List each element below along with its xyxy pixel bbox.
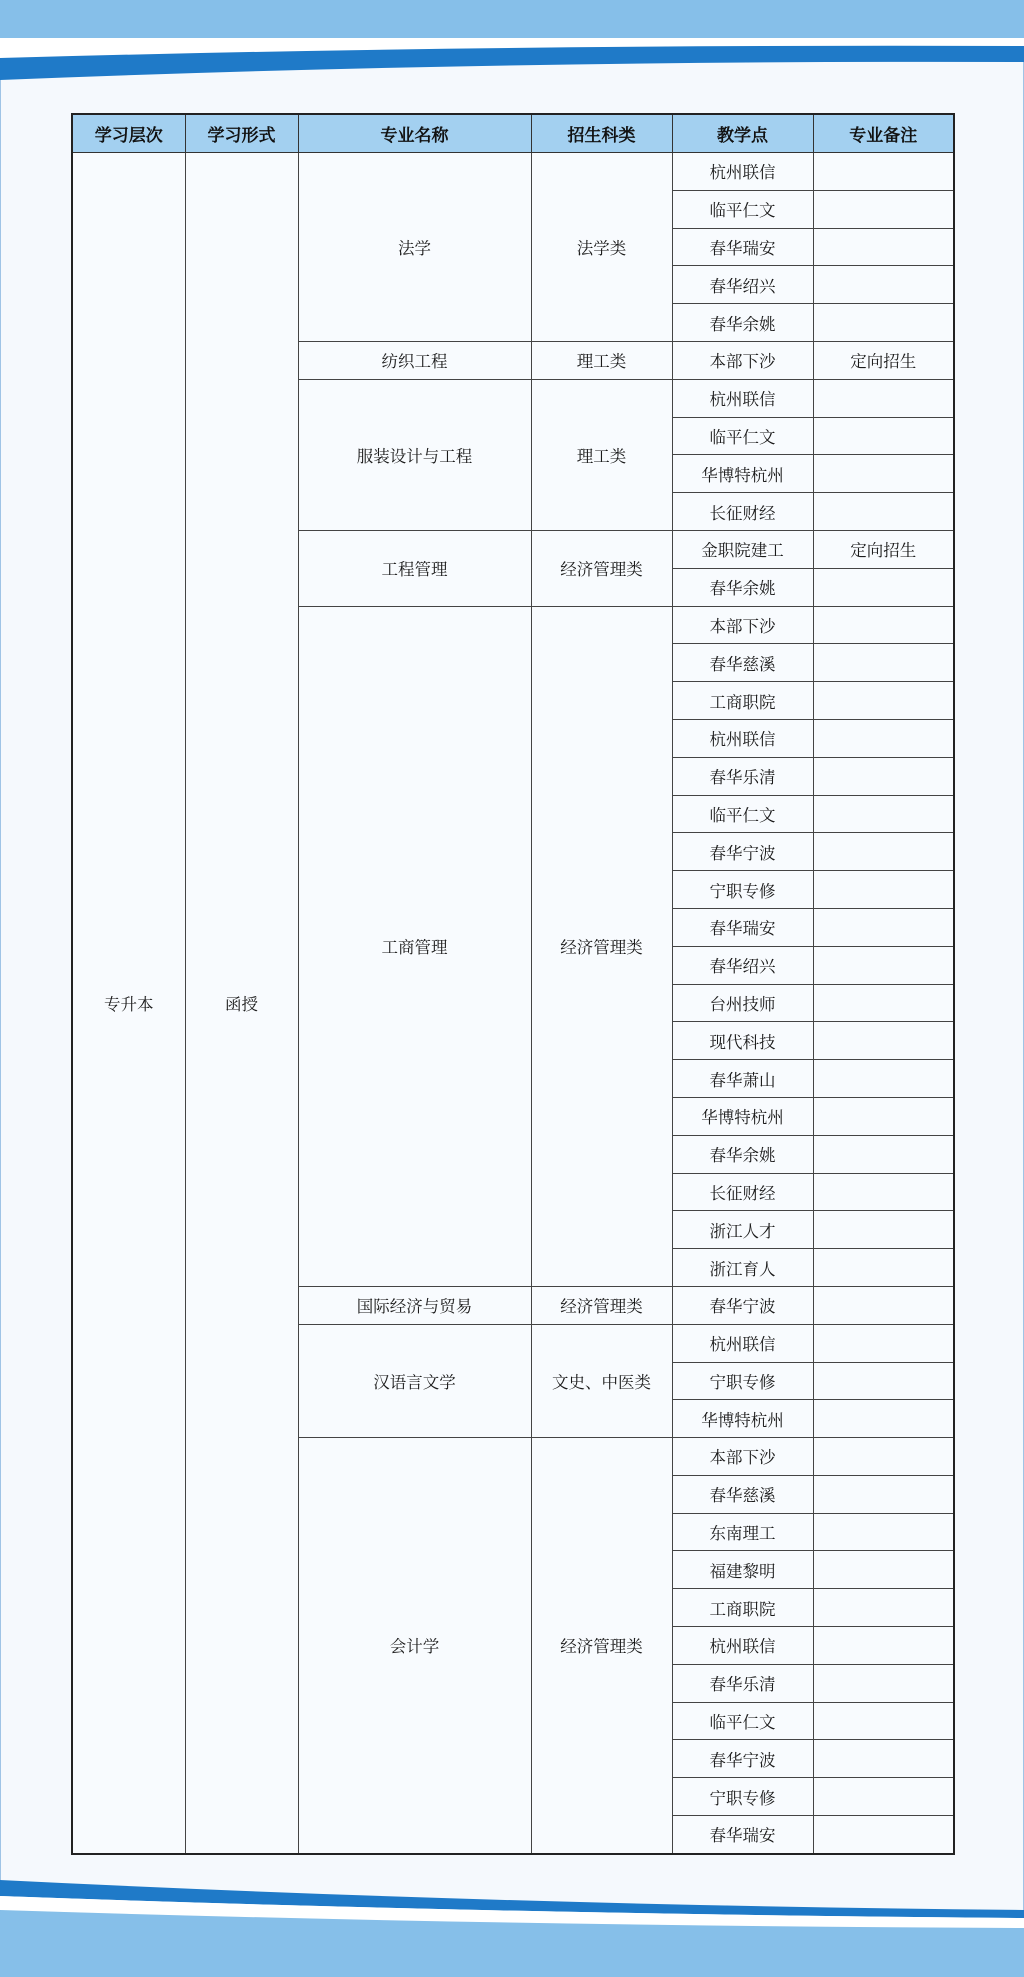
note-cell: [813, 1778, 954, 1816]
note-cell: [813, 1249, 954, 1287]
bottom-wave-decoration: [0, 1880, 1024, 1977]
site-cell: 春华慈溪: [672, 644, 813, 682]
note-cell: [813, 1664, 954, 1702]
table-row: [72, 153, 954, 191]
site-cell: 杭州联信: [672, 719, 813, 757]
top-wave-decoration: [0, 0, 1024, 90]
note-cell: [813, 1362, 954, 1400]
major-cell: 服装设计与工程: [298, 379, 531, 530]
note-cell: [813, 908, 954, 946]
site-cell: 浙江育人: [672, 1249, 813, 1287]
note-cell: [813, 266, 954, 304]
note-cell: [813, 1513, 954, 1551]
table-body: [72, 153, 954, 1854]
note-cell: [813, 795, 954, 833]
site-cell: 杭州联信: [672, 153, 813, 191]
note-cell: [813, 379, 954, 417]
note-cell: [813, 1022, 954, 1060]
site-cell: 华博特杭州: [672, 1400, 813, 1438]
site-cell: 春华绍兴: [672, 266, 813, 304]
site-cell: 长征财经: [672, 493, 813, 531]
note-cell: [813, 1211, 954, 1249]
site-cell: 杭州联信: [672, 1324, 813, 1362]
site-cell: 福建黎明: [672, 1551, 813, 1589]
site-cell: 春华萧山: [672, 1060, 813, 1098]
site-cell: 杭州联信: [672, 1627, 813, 1665]
note-cell: [813, 304, 954, 342]
major-cell: 会计学: [298, 1438, 531, 1854]
major-cell: 国际经济与贸易: [298, 1286, 531, 1324]
site-cell: 金职院建工: [672, 530, 813, 568]
note-cell: [813, 455, 954, 493]
site-cell: 工商职院: [672, 1589, 813, 1627]
note-cell: [813, 1400, 954, 1438]
note-cell: [813, 1097, 954, 1135]
note-cell: [813, 1627, 954, 1665]
site-cell: 宁职专修: [672, 1778, 813, 1816]
site-cell: 临平仁文: [672, 190, 813, 228]
site-cell: 长征财经: [672, 1173, 813, 1211]
level-cell: 专升本: [72, 153, 185, 1854]
note-cell: [813, 719, 954, 757]
site-cell: 春华绍兴: [672, 946, 813, 984]
enrollment-table-wrapper: [71, 113, 955, 1855]
category-cell: 理工类: [531, 341, 672, 379]
site-cell: 杭州联信: [672, 379, 813, 417]
site-cell: 现代科技: [672, 1022, 813, 1060]
site-cell: 春华余姚: [672, 304, 813, 342]
site-cell: 春华余姚: [672, 568, 813, 606]
note-cell: [813, 1589, 954, 1627]
note-cell: [813, 1702, 954, 1740]
header-form: 学习形式: [185, 114, 298, 153]
site-cell: 宁职专修: [672, 1362, 813, 1400]
major-cell: 工商管理: [298, 606, 531, 1286]
note-cell: [813, 1438, 954, 1476]
site-cell: 东南理工: [672, 1513, 813, 1551]
note-cell: [813, 644, 954, 682]
site-cell: 春华乐清: [672, 757, 813, 795]
note-cell: [813, 493, 954, 531]
note-cell: 定向招生: [813, 341, 954, 379]
note-cell: [813, 871, 954, 909]
category-cell: 理工类: [531, 379, 672, 530]
category-cell: 文史、中医类: [531, 1324, 672, 1437]
site-cell: 浙江人才: [672, 1211, 813, 1249]
site-cell: 春华余姚: [672, 1135, 813, 1173]
site-cell: 春华瑞安: [672, 908, 813, 946]
note-cell: [813, 1551, 954, 1589]
note-cell: [813, 1060, 954, 1098]
table-header-row: [72, 114, 954, 153]
site-cell: 本部下沙: [672, 1438, 813, 1476]
site-cell: 临平仁文: [672, 417, 813, 455]
header-category: 招生科类: [531, 114, 672, 153]
note-cell: [813, 1173, 954, 1211]
site-cell: 春华瑞安: [672, 1816, 813, 1854]
site-cell: 临平仁文: [672, 1702, 813, 1740]
major-cell: 工程管理: [298, 530, 531, 606]
category-cell: 经济管理类: [531, 606, 672, 1286]
header-site: 教学点: [672, 114, 813, 153]
major-cell: 纺织工程: [298, 341, 531, 379]
site-cell: 华博特杭州: [672, 1097, 813, 1135]
site-cell: 春华宁波: [672, 1740, 813, 1778]
note-cell: [813, 228, 954, 266]
major-cell: 汉语言文学: [298, 1324, 531, 1437]
note-cell: [813, 682, 954, 720]
form-cell: 函授: [185, 153, 298, 1854]
category-cell: 法学类: [531, 153, 672, 342]
site-cell: 本部下沙: [672, 341, 813, 379]
site-cell: 春华宁波: [672, 1286, 813, 1324]
note-cell: [813, 1324, 954, 1362]
note-cell: [813, 568, 954, 606]
site-cell: 工商职院: [672, 682, 813, 720]
note-cell: [813, 1740, 954, 1778]
site-cell: 春华瑞安: [672, 228, 813, 266]
site-cell: 春华宁波: [672, 833, 813, 871]
site-cell: 临平仁文: [672, 795, 813, 833]
site-cell: 春华乐清: [672, 1664, 813, 1702]
note-cell: [813, 1135, 954, 1173]
note-cell: [813, 606, 954, 644]
note-cell: [813, 153, 954, 191]
note-cell: [813, 190, 954, 228]
header-note: 专业备注: [813, 114, 954, 153]
note-cell: 定向招生: [813, 530, 954, 568]
category-cell: 经济管理类: [531, 530, 672, 606]
note-cell: [813, 984, 954, 1022]
enrollment-table: [71, 113, 955, 1855]
category-cell: 经济管理类: [531, 1286, 672, 1324]
header-major: 专业名称: [298, 114, 531, 153]
site-cell: 华博特杭州: [672, 455, 813, 493]
header-level: 学习层次: [72, 114, 185, 153]
note-cell: [813, 946, 954, 984]
major-cell: 法学: [298, 153, 531, 342]
site-cell: 台州技师: [672, 984, 813, 1022]
note-cell: [813, 417, 954, 455]
site-cell: 宁职专修: [672, 871, 813, 909]
note-cell: [813, 1816, 954, 1854]
site-cell: 本部下沙: [672, 606, 813, 644]
note-cell: [813, 1286, 954, 1324]
site-cell: 春华慈溪: [672, 1475, 813, 1513]
note-cell: [813, 757, 954, 795]
category-cell: 经济管理类: [531, 1438, 672, 1854]
note-cell: [813, 833, 954, 871]
note-cell: [813, 1475, 954, 1513]
